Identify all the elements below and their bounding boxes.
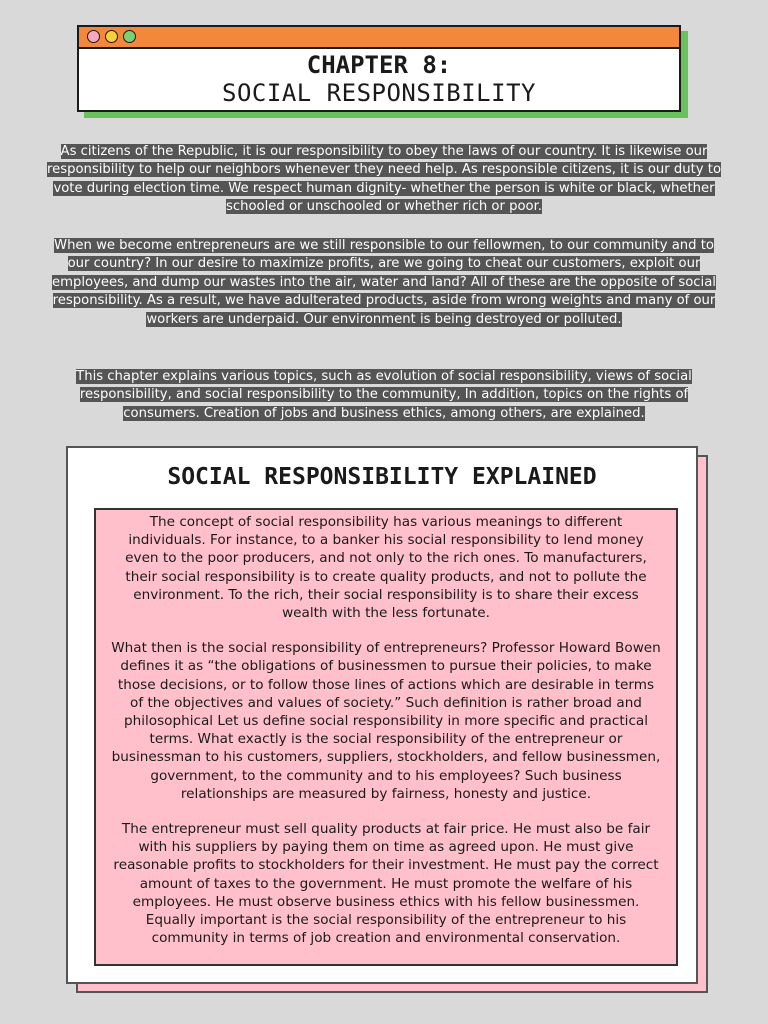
intro-paragraph: [46, 237, 722, 329]
window-dot-pink-icon: [87, 30, 100, 43]
chapter-title: SOCIAL RESPONSIBILITY: [222, 79, 536, 107]
intro-paragraph: [46, 143, 722, 217]
intro-paragraph-text: As citizens of the Republic, it is our responsibility to obey the laws of our country. It is likewise our responsibility to help our neighbors whenever they need help. As responsible citizens, it is our duty to vote during election time. We respect human dignity- whether the person is white or black, whether schooled or unschooled or whether rich or poor.: [46, 144, 722, 215]
section-body: [94, 508, 678, 966]
chapter-heading: [79, 51, 679, 107]
window-dot-green-icon: [123, 30, 136, 43]
window-title-bar: [79, 27, 679, 49]
chapter-header-window: [77, 25, 681, 112]
section-paragraph: The entrepreneur must sell quality products at fair price. He must also be fair with his suppliers by paying them on time as agreed upon. He must give reasonable profits to stockholders for their investment. He must pay the correct amount of taxes to the government. He must promote the welfare of his employees. He must observe business ethics with his fellow businessmen. Equally important is the social responsibility of the entrepreneur to his community in terms of job creation and environmental conservation.: [113, 821, 659, 947]
section-card: [66, 446, 698, 984]
intro-paragraph-text: This chapter explains various topics, such as evolution of social responsibility, views of social responsibility, and social responsibility to the community, In addition, topics on the rights of consumers. Creation of jobs and business ethics, among others, are explained.: [76, 369, 692, 421]
section-paragraph: The concept of social responsibility has various meanings to different individuals. For instance, to a banker his social responsibility to lend money even to the poor producers, and not only to the rich ones. To manufacturers, their social responsibility is to create quality products, and not to pollute the environment. To the rich, their social responsibility is to share their excess wealth with the less fortunate.: [125, 514, 647, 622]
intro-paragraph-text: When we become entrepreneurs are we still responsible to our fellowmen, to our community and to our country? In our desire to maximize profits, are we going to cheat our customers, exploit our employees, and dump our wastes into the air, water and land? All of these are the opposite of social responsibility. As a result, we have adulterated products, aside from wrong weights and many of our workers are underpaid. Our environment is being destroyed or polluted.: [52, 238, 716, 327]
chapter-label: CHAPTER 8:: [306, 51, 452, 79]
intro-paragraph: [46, 368, 722, 423]
window-dot-yellow-icon: [105, 30, 118, 43]
section-paragraph: What then is the social responsibility of entrepreneurs? Professor Howard Bowen defines it as “the obligations of businessmen to pursue their policies, to make those decisions, or to follow those lines of actions which are desirable in terms of the objectives and values of society.” Such definition is rather broad and philosophical Let us define social responsibility in more specific and practical terms. What exactly is the social responsibility of the entrepreneur or businessman to his customers, suppliers, stockholders, and fellow businessmen, government, to the community and to his employees? Such business relationships are measured by fairness, honesty and justice.: [111, 640, 661, 802]
section-title: SOCIAL RESPONSIBILITY EXPLAINED: [167, 464, 597, 490]
